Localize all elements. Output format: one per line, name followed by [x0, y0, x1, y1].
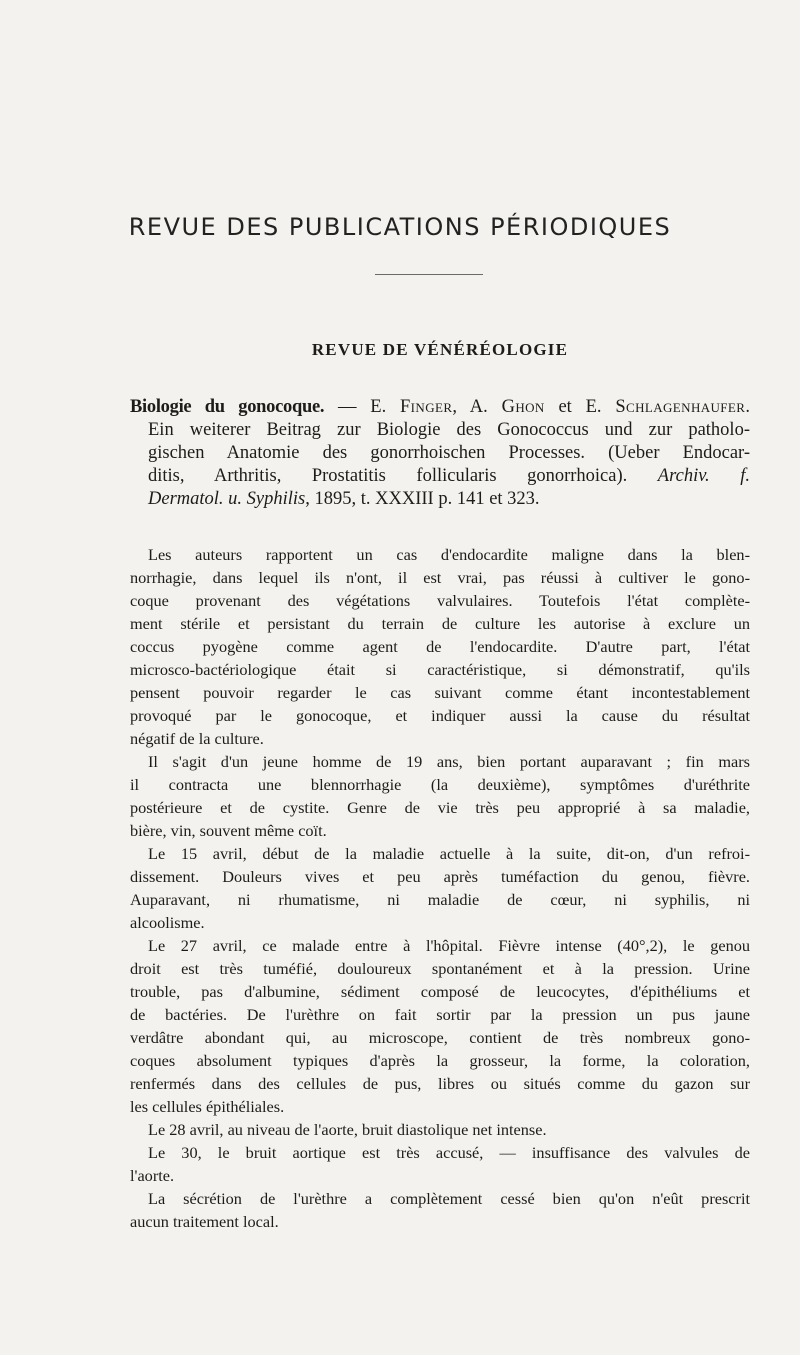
article-title: Biologie du gonocoque. [130, 397, 325, 417]
text-line: Il s'agit d'un jeune homme de 19 ans, bien portant auparavant ; fin mars [148, 752, 750, 771]
text-line: microsco-bactériologique était si caractéristique, si démonstratif, qu'ils [130, 660, 750, 679]
text-line: droit est très tuméfié, douloureux spontanément et à la pression. Urine [130, 959, 750, 978]
text-line: bière, vin, souvent même coït. [130, 821, 327, 840]
text-line: renfermés dans des cellules de pus, libres ou situés comme du gazon sur [130, 1074, 750, 1093]
text-line: Les auteurs rapportent un cas d'endocardite maligne dans la blen- [148, 545, 750, 564]
text-line: il contracta une blennorrhagie (la deuxième), symptômes d'uréthrite [130, 775, 750, 794]
text-line: négatif de la culture. [130, 729, 264, 748]
text-line: provoqué par le gonocoque, et indiquer aussi la cause du résultat [130, 706, 750, 725]
paragraph [130, 1187, 750, 1233]
text-line: dissement. Douleurs vives et peu après tuméfaction du genou, fièvre. [130, 867, 750, 886]
text-line: les cellules épithéliales. [130, 1097, 285, 1116]
author-name: Schlagenhaufer [615, 397, 746, 417]
paragraph [130, 750, 750, 842]
text-line: de bactéries. De l'urèthre on fait sortir par la pression un pus jaune [130, 1005, 750, 1024]
author-name: Finger [399, 397, 453, 417]
paragraph [130, 543, 750, 750]
reference-line-1: Biologie du gonocoque. — E. Finger, A. Ghon et E. Schlagenhaufer. [130, 397, 750, 417]
journal-name: Archiv. f. [657, 466, 750, 486]
text-line: aucun traitement local. [130, 1212, 279, 1231]
text-line: Le 28 avril, au niveau de l'aorte, bruit diastolique net intense. [148, 1120, 547, 1139]
text-line: pensent pouvoir regarder le cas suivant comme étant incontestablement [130, 683, 750, 702]
text-line: verdâtre abondant qui, au microscope, contient de très nombreux gono- [130, 1028, 750, 1047]
reference-line-4: ditis, Arthritis, Prostatitis follicularis gonorrhoica). Archiv. f. [148, 466, 750, 486]
journal-name: Dermatol. u. Syphilis [148, 489, 306, 509]
paragraph [130, 934, 750, 1118]
text-line: l'aorte. [130, 1166, 175, 1185]
text-line: Le 30, le bruit aortique est très accusé, — insuffisance des valvules de [148, 1143, 750, 1162]
text-line: norrhagie, dans lequel ils n'ont, il est vrai, pas réussi à cultiver le gono- [130, 568, 750, 587]
bibliographic-reference [130, 396, 750, 511]
text-line: coccus pyogène comme agent de l'endocardite. D'autre part, l'état [130, 637, 750, 656]
text-line: ment stérile et persistant du terrain de culture les autorise à exclure un [130, 614, 750, 633]
reference-line-2: Ein weiterer Beitrag zur Biologie des Gonococcus und zur patholo- [148, 420, 750, 440]
text-line: coque provenant des végétations valvulaires. Toutefois l'état complète- [130, 591, 750, 610]
text-line: Auparavant, ni rhumatisme, ni maladie de cœur, ni syphilis, ni [130, 890, 750, 909]
reference-line-5: Dermatol. u. Syphilis, 1895, t. XXXIII p. 141 et 323. [148, 489, 540, 509]
title-divider [375, 274, 483, 275]
paragraph [130, 842, 750, 934]
text-line: Le 27 avril, ce malade entre à l'hôpital. Fièvre intense (40°,2), le genou [148, 936, 750, 955]
page-title: REVUE DES PUBLICATIONS PÉRIODIQUES [128, 213, 672, 241]
text-line: trouble, pas d'albumine, sédiment composé de leucocytes, d'épithéliums et [130, 982, 750, 1001]
text-line: La sécrétion de l'urèthre a complètement cessé bien qu'on n'eût prescrit [148, 1189, 750, 1208]
section-title: REVUE DE VÉNÉRÉOLOGIE [311, 340, 569, 359]
article-body [130, 543, 750, 1233]
text-line: Le 15 avril, début de la maladie actuelle à la suite, dit-on, d'un refroi- [148, 844, 750, 863]
paragraph [130, 1118, 750, 1141]
paragraph [130, 1141, 750, 1187]
text-line: alcoolisme. [130, 913, 205, 932]
author-name: Ghon [501, 397, 545, 417]
reference-line-3: gischen Anatomie des gonorrhoischen Processes. (Ueber Endocar- [148, 443, 750, 463]
text-line: postérieure et de cystite. Genre de vie très peu approprié à sa maladie, [130, 798, 750, 817]
text-line: coques absolument typiques d'après la grosseur, la forme, la coloration, [130, 1051, 750, 1070]
